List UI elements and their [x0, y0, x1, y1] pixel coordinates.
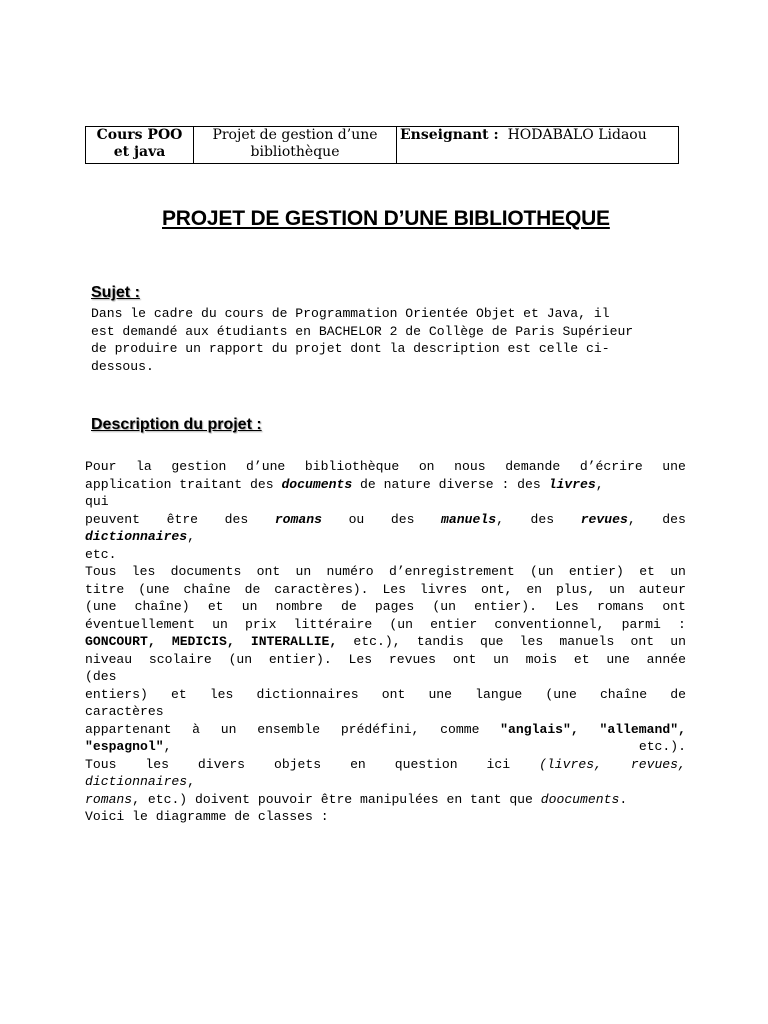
- word: titre: [85, 581, 125, 597]
- word: revues: [388, 651, 437, 667]
- emphasis: (livres,: [539, 756, 602, 772]
- word: des: [662, 511, 686, 527]
- course-line-2: et java: [113, 144, 166, 160]
- word: documents: [170, 564, 242, 579]
- word: etc.).: [638, 739, 686, 754]
- word: à: [192, 721, 201, 737]
- word: dictionnaires: [256, 686, 359, 702]
- word: entier).: [268, 651, 332, 667]
- word: un: [609, 581, 625, 597]
- emphasis: dictionnaires: [85, 529, 188, 544]
- word: un: [670, 564, 686, 579]
- word: romans: [596, 599, 645, 614]
- word: un: [493, 651, 509, 667]
- prize-name: INTERALLIE,: [250, 634, 338, 649]
- word: un: [212, 616, 228, 632]
- word: et: [639, 564, 655, 579]
- word: entier: [430, 616, 478, 632]
- word: divers: [197, 756, 246, 772]
- word: (une: [138, 581, 170, 597]
- word: les: [131, 564, 156, 579]
- word: demande: [505, 459, 561, 474]
- word: Pour: [85, 459, 117, 474]
- word: manuels: [559, 634, 615, 649]
- word: niveau: [85, 651, 133, 667]
- word: (un: [432, 599, 456, 614]
- sujet-line: Dans le cadre du cours de Programmation Orientée Objet et Java, il: [91, 306, 610, 321]
- word: objets: [273, 756, 322, 772]
- word: un: [295, 564, 312, 579]
- teacher-name: HODABALO Lidaou: [507, 127, 647, 143]
- word: des: [390, 511, 415, 527]
- word: des: [530, 511, 555, 527]
- text-run: , etc.) doivent pouvoir être manipulées en tant que: [132, 791, 533, 807]
- word: (un: [530, 564, 554, 579]
- word: appartenant: [85, 721, 172, 737]
- desc-line: [85, 476, 686, 494]
- word: année: [646, 651, 686, 667]
- desc-line: [85, 721, 686, 739]
- word: en: [350, 756, 366, 772]
- desc-line: [85, 528, 686, 546]
- word: chaîne): [134, 599, 190, 614]
- language-value: "allemand",: [599, 721, 686, 737]
- word: etc.),: [353, 634, 401, 649]
- word: caractères).: [274, 581, 369, 597]
- emphasis: romans: [274, 511, 322, 527]
- desc-line: [85, 458, 686, 476]
- word: livres: [419, 581, 468, 597]
- word: entier).: [474, 599, 538, 614]
- desc-line: [85, 563, 686, 581]
- word-group: [85, 738, 171, 756]
- emphasis: dictionnaires: [85, 774, 188, 789]
- emphasis: doocuments: [540, 791, 620, 807]
- project-line-2: bibliothèque: [250, 144, 340, 160]
- desc-line: [85, 756, 686, 774]
- word: et: [207, 599, 224, 614]
- word: Les: [382, 581, 407, 597]
- word: que: [479, 634, 504, 649]
- word: de: [670, 686, 686, 702]
- text-run: ,: [496, 511, 504, 527]
- teacher-label: Enseignant :: [400, 127, 499, 143]
- word: littéraire: [293, 616, 373, 632]
- word: conventionnel,: [494, 616, 605, 632]
- description-heading: Description du projet :: [91, 416, 262, 433]
- word: un: [670, 634, 686, 649]
- project-line-1: Projet de gestion d’une: [212, 127, 378, 143]
- word-group: [581, 511, 636, 529]
- word: plus,: [555, 581, 596, 597]
- word: prix: [245, 616, 277, 632]
- sujet-heading: Sujet :: [91, 284, 140, 301]
- sujet-text: [91, 305, 681, 375]
- word: (une: [545, 686, 577, 702]
- language-value: "anglais",: [500, 721, 579, 737]
- course-line-1: Cours POO: [96, 127, 183, 143]
- text-run: ,: [627, 511, 636, 527]
- desc-line: etc.: [85, 546, 117, 562]
- emphasis: revues: [580, 511, 628, 527]
- desc-line: [85, 738, 686, 756]
- word: les: [519, 634, 544, 649]
- word: ont,: [480, 581, 513, 597]
- word: les: [209, 686, 234, 702]
- word: Les: [555, 599, 579, 614]
- desc-line: [85, 773, 686, 791]
- word: :: [678, 616, 686, 632]
- description-text: [85, 458, 686, 826]
- emphasis: documents: [281, 476, 353, 492]
- language-value: "espagnol": [85, 739, 164, 754]
- emphasis: livres: [548, 476, 596, 492]
- word: Tous: [85, 756, 117, 772]
- word: langue: [475, 686, 523, 702]
- desc-line: [85, 511, 686, 529]
- word: parmi: [621, 616, 661, 632]
- word: et: [573, 651, 590, 667]
- word: éventuellement: [85, 616, 196, 632]
- word: de: [244, 581, 261, 597]
- word: une: [662, 459, 686, 474]
- word: un: [220, 721, 237, 737]
- word: peuvent: [85, 511, 141, 527]
- desc-line: caractères: [85, 704, 164, 719]
- sujet-line: dessous.: [91, 358, 154, 374]
- desc-line: Voici le diagramme de classes :: [85, 809, 329, 824]
- word: nous: [454, 459, 486, 474]
- header-table: [85, 126, 679, 164]
- word: de: [340, 599, 357, 614]
- word: d’écrire: [579, 459, 643, 474]
- desc-line: [85, 633, 686, 651]
- text-run: application traitant des: [85, 476, 274, 492]
- word: prédéfini,: [340, 721, 420, 737]
- word: (une: [85, 599, 117, 614]
- emphasis: romans: [85, 791, 133, 807]
- desc-line: qui: [85, 494, 109, 509]
- word: bibliothèque: [304, 459, 400, 474]
- word: une: [606, 651, 630, 667]
- desc-line: [85, 581, 686, 599]
- word: d’enregistrement: [388, 564, 515, 579]
- course-cell: [86, 127, 194, 164]
- word-group: [441, 511, 504, 529]
- word: en: [526, 581, 543, 597]
- word: d’une: [246, 459, 286, 474]
- desc-line: [85, 651, 686, 669]
- word: comme: [440, 721, 480, 737]
- word: des: [224, 511, 249, 527]
- desc-line: [85, 616, 686, 634]
- teacher-cell: [397, 127, 679, 164]
- word: tandis: [416, 634, 464, 649]
- project-cell: [194, 127, 397, 164]
- word: ont: [452, 651, 477, 667]
- word: ont: [381, 686, 406, 702]
- text-run: ,: [163, 739, 172, 754]
- word: ont: [256, 564, 281, 579]
- word: pages: [374, 599, 415, 614]
- word: Tous: [85, 564, 117, 579]
- word: scolaire: [148, 651, 212, 667]
- page-title: PROJET DE GESTION D’UNE BIBLIOTHEQUE: [162, 207, 610, 230]
- word: ont: [630, 634, 655, 649]
- word: on: [418, 459, 435, 474]
- word: auteur: [638, 581, 686, 597]
- word: la: [136, 459, 152, 474]
- prize-name: MEDICIS,: [171, 634, 235, 649]
- word: chaîne: [599, 686, 648, 702]
- word: entiers): [85, 686, 148, 702]
- word: mois: [525, 651, 558, 667]
- desc-line: [85, 791, 686, 809]
- word: gestion: [171, 459, 227, 474]
- emphasis: manuels: [441, 511, 497, 527]
- word: Les: [348, 651, 373, 667]
- emphasis: revues,: [630, 756, 686, 772]
- word: ici: [486, 756, 511, 772]
- prize-name: GONCOURT,: [85, 634, 156, 649]
- text-run: .: [619, 791, 628, 807]
- word: nombre: [275, 599, 323, 614]
- word: ont: [662, 599, 686, 614]
- word: numéro: [326, 564, 374, 579]
- text-run: ,: [187, 529, 196, 544]
- word: ensemble: [257, 721, 321, 737]
- word: (un: [389, 616, 413, 632]
- word: (un: [228, 651, 253, 667]
- desc-line: [85, 686, 686, 704]
- word: une: [428, 686, 453, 702]
- word: un: [241, 599, 258, 614]
- desc-line: (des: [85, 669, 117, 684]
- text-run: ,: [595, 476, 604, 492]
- text-run: de nature diverse : des: [360, 476, 541, 492]
- word: chaîne: [183, 581, 231, 597]
- word: être: [166, 511, 199, 527]
- sujet-line: de produire un rapport du projet dont la description est celle ci-: [91, 341, 610, 356]
- desc-line: [85, 598, 686, 616]
- word: question: [394, 756, 458, 772]
- sujet-line: est demandé aux étudiants en BACHELOR 2 de Collège de Paris Supérieur: [91, 323, 634, 339]
- word: entier): [568, 564, 624, 579]
- word: et: [170, 686, 187, 702]
- word: les: [145, 756, 169, 772]
- word: ou: [348, 511, 365, 527]
- text-run: ,: [187, 774, 196, 789]
